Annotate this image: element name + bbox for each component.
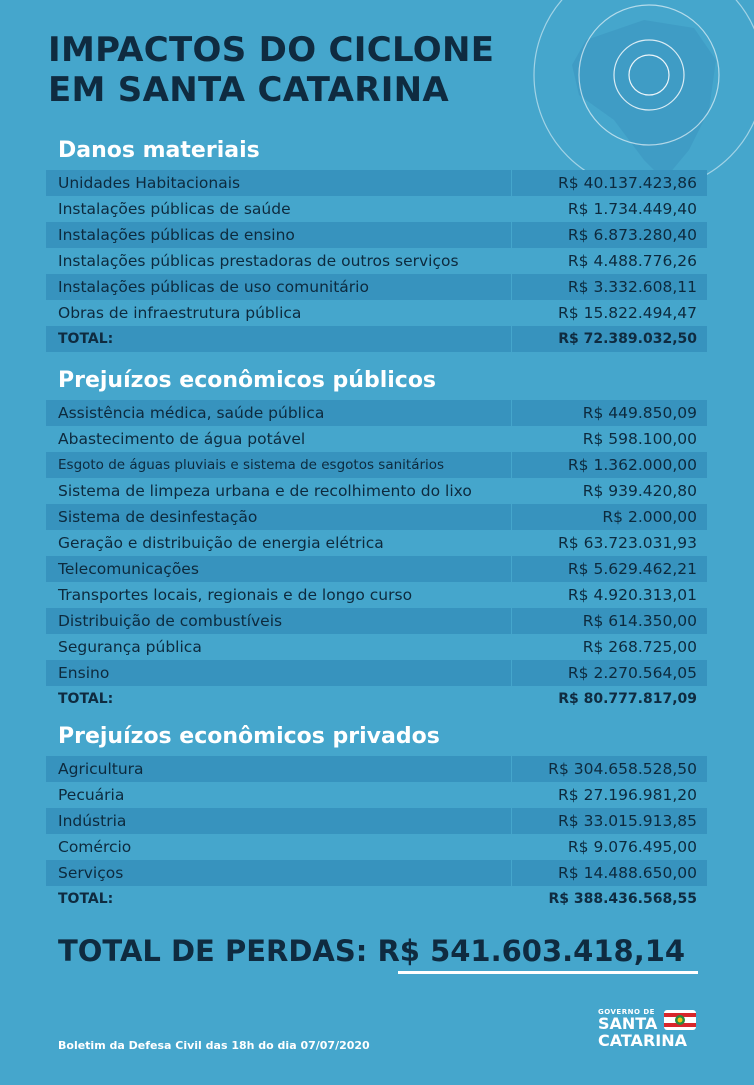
page-title [48, 30, 494, 110]
row-value: R$ 4.488.776,26 [567, 252, 697, 270]
section-danos-materiais [46, 136, 707, 352]
row-value: R$ 27.196.981,20 [558, 786, 697, 804]
row-value: R$ 6.873.280,40 [512, 222, 707, 248]
total-value: R$ 80.777.817,09 [558, 691, 697, 707]
table-row [46, 530, 707, 556]
table-row [46, 426, 707, 452]
row-label: Agricultura [46, 756, 511, 782]
table-row [46, 634, 707, 660]
row-label: Transportes locais, regionais e de longo curso [58, 586, 413, 604]
table-row [46, 452, 707, 478]
table-row [46, 660, 707, 686]
table-row [46, 478, 707, 504]
row-value: R$ 268.725,00 [582, 638, 697, 656]
row-label: Obras de infraestrutura pública [58, 304, 302, 322]
row-label: Esgoto de águas pluviais e sistema de esgotos sanitários [46, 452, 511, 478]
table-row [46, 274, 707, 300]
grand-total-underline [398, 971, 698, 974]
total-label: TOTAL: [58, 691, 114, 707]
row-label: Comércio [58, 838, 132, 856]
row-value: R$ 1.362.000,00 [512, 452, 707, 478]
section-title: Danos materiais [58, 138, 260, 163]
table-row [46, 860, 707, 886]
total-label: TOTAL: [46, 326, 511, 352]
table-row [46, 756, 707, 782]
table-row [46, 248, 707, 274]
row-label: Serviços [46, 860, 511, 886]
row-value: R$ 9.076.495,00 [567, 838, 697, 856]
row-value: R$ 33.015.913,85 [512, 808, 707, 834]
table-row [46, 504, 707, 530]
logo-line-2: CATARINA [598, 1031, 687, 1050]
row-label: Instalações públicas de uso comunitário [46, 274, 511, 300]
row-label: Unidades Habitacionais [46, 170, 511, 196]
table-row [46, 834, 707, 860]
total-value: R$ 72.389.032,50 [512, 326, 707, 352]
logo-line-1 [598, 1016, 710, 1032]
grand-total-value: R$ 541.603.418,14 [377, 934, 686, 968]
row-label: Indústria [46, 808, 511, 834]
total-label: TOTAL: [58, 891, 114, 907]
total-row [46, 886, 707, 912]
government-logo [598, 1008, 710, 1049]
row-label: Pecuária [58, 786, 125, 804]
logo-top: GOVERNO DE [598, 1008, 655, 1016]
row-label: Distribuição de combustíveis [46, 608, 511, 634]
total-row [46, 686, 707, 712]
grand-total-label: TOTAL DE PERDAS: [58, 934, 368, 968]
row-value: R$ 2.000,00 [512, 504, 707, 530]
row-label: Abastecimento de água potável [58, 430, 306, 448]
table-row [46, 782, 707, 808]
grand-total [58, 934, 685, 968]
section-title: Prejuízos econômicos públicos [58, 368, 437, 393]
row-label: Assistência médica, saúde pública [46, 400, 511, 426]
logo-word-santa: SANTA [598, 1014, 658, 1033]
total-row [46, 326, 707, 352]
table-row [46, 196, 707, 222]
row-value: R$ 449.850,09 [512, 400, 707, 426]
row-label: Instalações públicas de saúde [58, 200, 291, 218]
title-line-1: IMPACTOS DO CICLONE [48, 30, 495, 70]
table-row [46, 808, 707, 834]
table-row [46, 556, 707, 582]
row-label: Instalações públicas prestadoras de outros serviços [58, 252, 459, 270]
section-prejuizos-publicos [46, 366, 707, 712]
section-prejuizos-privados [46, 722, 707, 912]
row-label: Geração e distribuição de energia elétrica [58, 534, 384, 552]
row-value: R$ 304.658.528,50 [512, 756, 707, 782]
table-row [46, 582, 707, 608]
table-row [46, 222, 707, 248]
row-value: R$ 3.332.608,11 [512, 274, 707, 300]
row-value: R$ 15.822.494,47 [558, 304, 697, 322]
footnote: Boletim da Defesa Civil das 18h do dia 07/07/2020 [58, 1039, 370, 1052]
row-label: Sistema de desinfestação [46, 504, 511, 530]
section-title: Prejuízos econômicos privados [58, 724, 440, 749]
flag-icon [663, 1009, 697, 1031]
table-row [46, 170, 707, 196]
row-label: Sistema de limpeza urbana e de recolhimento do lixo [58, 482, 472, 500]
row-label: Ensino [46, 660, 511, 686]
table-row [46, 400, 707, 426]
row-value: R$ 2.270.564,05 [512, 660, 707, 686]
row-value: R$ 5.629.462,21 [512, 556, 707, 582]
row-value: R$ 614.350,00 [512, 608, 707, 634]
row-value: R$ 63.723.031,93 [558, 534, 697, 552]
row-value: R$ 1.734.449,40 [567, 200, 697, 218]
title-line-2: EM SANTA CATARINA [48, 70, 450, 110]
row-value: R$ 4.920.313,01 [567, 586, 697, 604]
total-value: R$ 388.436.568,55 [548, 891, 697, 907]
row-label: Telecomunicações [46, 556, 511, 582]
row-value: R$ 40.137.423,86 [512, 170, 707, 196]
row-value: R$ 14.488.650,00 [512, 860, 707, 886]
row-label: Segurança pública [58, 638, 202, 656]
table-row [46, 300, 707, 326]
table-row [46, 608, 707, 634]
row-label: Instalações públicas de ensino [46, 222, 511, 248]
row-value: R$ 598.100,00 [582, 430, 697, 448]
row-value: R$ 939.420,80 [582, 482, 697, 500]
